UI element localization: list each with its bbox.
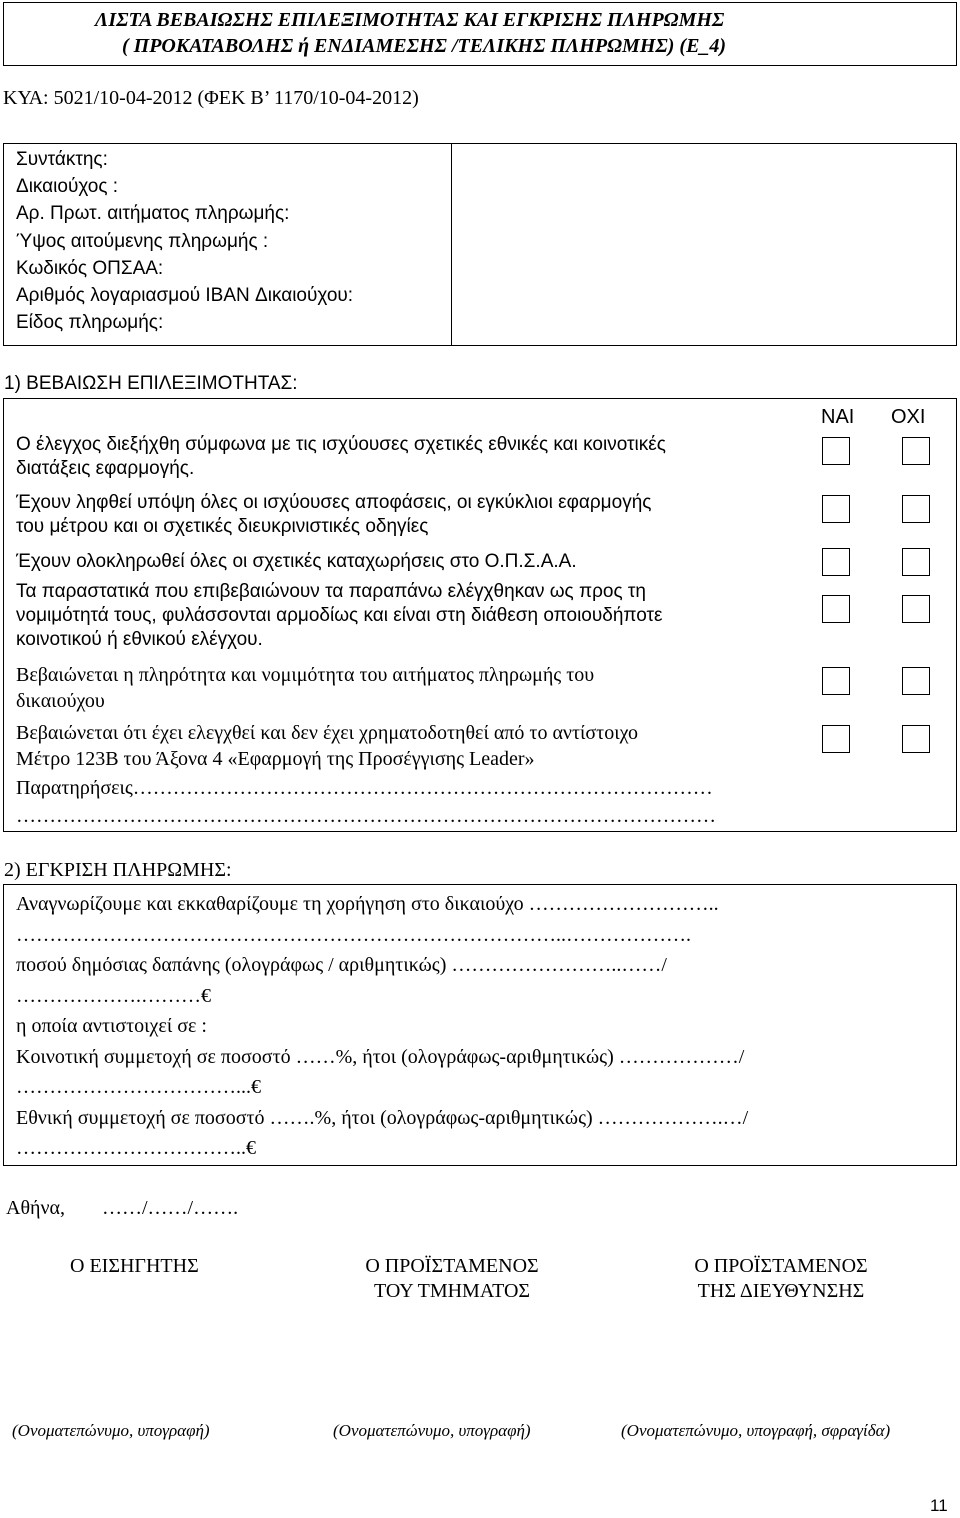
place-label: Αθήνα, — [6, 1197, 66, 1219]
info-field-beneficiary: Δικαιούχος : — [16, 176, 119, 197]
approval-line-6: Κοινοτική συμμετοχή σε ποσοστό ……%, ήτοι (ολογράφως-αριθμητικώς) ………………/ — [16, 1045, 745, 1068]
remarks-line-2[interactable]: …………………………………………………………………………………………… — [16, 805, 716, 827]
date-field[interactable]: ……/……/……. — [102, 1197, 239, 1219]
approval-line-2[interactable]: ………………………………………………………………………..………………. — [16, 923, 691, 946]
check-item-6-yes-box[interactable] — [822, 725, 850, 753]
remarks-line-1[interactable]: Παρατηρήσεις…………………………………………………………………………… — [16, 777, 713, 799]
check-item-6-no-box[interactable] — [902, 725, 930, 753]
check-item-4-no-box[interactable] — [902, 595, 930, 623]
signature-title-directorate-head: Ο ΠΡΟΪΣΤΑΜΕΝΟΣ ΤΗΣ ΔΙΕΥΘΥΝΣΗΣ — [694, 1255, 868, 1302]
approval-line-3: ποσού δημόσιας δαπάνης (ολογράφως / αριθμητικώς) ……………………..……/ — [16, 954, 667, 976]
signature-caption-dept-head: (Ονοματεπώνυμο, υπογραφή) — [333, 1421, 531, 1440]
section1-heading: 1) ΒΕΒΑΙΩΣΗ ΕΠΙΛΕΞΙΜΟΤΗΤΑΣ: — [4, 373, 298, 394]
section2-heading: 2) ΕΓΚΡΙΣΗ ΠΛΗΡΩΜΗΣ: — [4, 859, 232, 881]
info-field-protocol: Αρ. Πρωτ. αιτήματος πληρωμής: — [16, 203, 290, 224]
info-field-payment-type: Είδος πληρωμής: — [16, 312, 164, 333]
signature-caption-rapporteur: (Ονοματεπώνυμο, υπογραφή) — [12, 1421, 210, 1440]
check-item-1: Ο έλεγχος διεξήχθη σύμφωνα με τις ισχύουσες σχετικές εθνικές και κοινοτικές διατάξεις εφαρμογής. — [16, 434, 666, 479]
approval-text — [16, 889, 748, 1164]
signature-title-dept-head: Ο ΠΡΟΪΣΤΑΜΕΝΟΣ ΤΟΥ ΤΜΗΜΑΤΟΣ — [365, 1255, 539, 1302]
header-box — [3, 2, 957, 66]
check-item-6: Βεβαιώνεται ότι έχει ελεγχθεί και δεν έχει χρηματοδοτηθεί από το αντίστοιχο Μέτρο 123Β του Άξονα 4 «Εφαρμογή της Προσέγγισης Leader» — [16, 722, 639, 770]
approval-line-8: Εθνική συμμετοχή σε ποσοστό …….%, ήτοι (ολογράφως-αριθμητικώς) ……………….…/ — [16, 1106, 749, 1129]
signature-title-rapporteur: Ο ΕΙΣΗΓΗΤΗΣ — [70, 1255, 199, 1277]
check-item-5-no-box[interactable] — [902, 667, 930, 695]
check-item-2-no-box[interactable] — [902, 495, 930, 523]
approval-line-5: η οποία αντιστοιχεί σε : — [16, 1015, 207, 1037]
check-item-2-yes-box[interactable] — [822, 495, 850, 523]
approval-line-1: Αναγνωρίζουμε και εκκαθαρίζουμε τη χορήγηση στο δικαιούχο ……………………….. — [16, 893, 719, 915]
approval-line-7[interactable]: ……………………………...€ — [16, 1076, 261, 1098]
signature-caption-directorate-head: (Ονοματεπώνυμο, υπογραφή, σφραγίδα) — [621, 1421, 891, 1440]
info-field-iban: Αριθμός λογαριασμού IBAN Δικαιούχου: — [16, 285, 354, 306]
title-line-2: ( ΠΡΟΚΑΤΑΒΟΛΗΣ ή ΕΝΔΙΑΜΕΣΗΣ /ΤΕΛΙΚΗΣ ΠΛΗΡΩΜΗΣ) (Ε_4) — [122, 35, 727, 57]
check-item-3-no-box[interactable] — [902, 548, 930, 576]
approval-line-4[interactable]: ……………….………€ — [16, 984, 211, 1007]
check-item-5: Βεβαιώνεται η πληρότητα και νομιμότητα του αιτήματος πληρωμής του δικαιούχου — [16, 664, 595, 712]
kya-reference: ΚΥΑ: 5021/10-04-2012 (ΦΕΚ Β’ 1170/10-04-2012) — [3, 87, 419, 109]
check-item-2: Έχουν ληφθεί υπόψη όλες οι ισχύουσες αποφάσεις, οι εγκύκλιοι εφαρμογής του μέτρου και οι σχετικές διευκρινιστικές οδηγίες — [16, 492, 652, 537]
info-table — [3, 143, 957, 346]
info-field-author: Συντάκτης: — [16, 149, 108, 170]
check-item-5-yes-box[interactable] — [822, 667, 850, 695]
info-field-amount: Ύψος αιτούμενης πληρωμής : — [16, 231, 269, 252]
check-item-1-no-box[interactable] — [902, 437, 930, 465]
info-divider — [451, 144, 452, 345]
yes-column-label: ΝΑΙ — [821, 406, 855, 428]
check-item-1-yes-box[interactable] — [822, 437, 850, 465]
check-item-4-yes-box[interactable] — [822, 595, 850, 623]
info-field-opsaa: Κωδικός ΟΠΣΑΑ: — [16, 258, 164, 279]
page-number: 11 — [930, 1496, 948, 1515]
approval-line-9[interactable]: ……………………………..€ — [16, 1137, 256, 1159]
title-line-1: ΛΙΣΤΑ ΒΕΒΑΙΩΣΗΣ ΕΠΙΛΕΞΙΜΟΤΗΤΑΣ ΚΑΙ ΕΓΚΡΙΣΗΣ ΠΛΗΡΩΜΗΣ — [95, 9, 725, 31]
section2-box — [3, 884, 957, 1166]
section1-box — [3, 398, 957, 832]
check-item-3: Έχουν ολοκληρωθεί όλες οι σχετικές καταχωρήσεις στο Ο.Π.Σ.Α.Α. — [16, 551, 577, 572]
no-column-label: ΟΧΙ — [891, 406, 926, 428]
check-item-3-yes-box[interactable] — [822, 548, 850, 576]
check-item-4: Τα παραστατικά που επιβεβαιώνουν τα παραπάνω ελέγχθηκαν ως προς τη νομιμότητά τους, φυλάσσονται αρμοδίως και είναι στη διάθεση οποιουδήποτε κοινοτικού ή εθνικού ελέγχου. — [16, 581, 663, 650]
